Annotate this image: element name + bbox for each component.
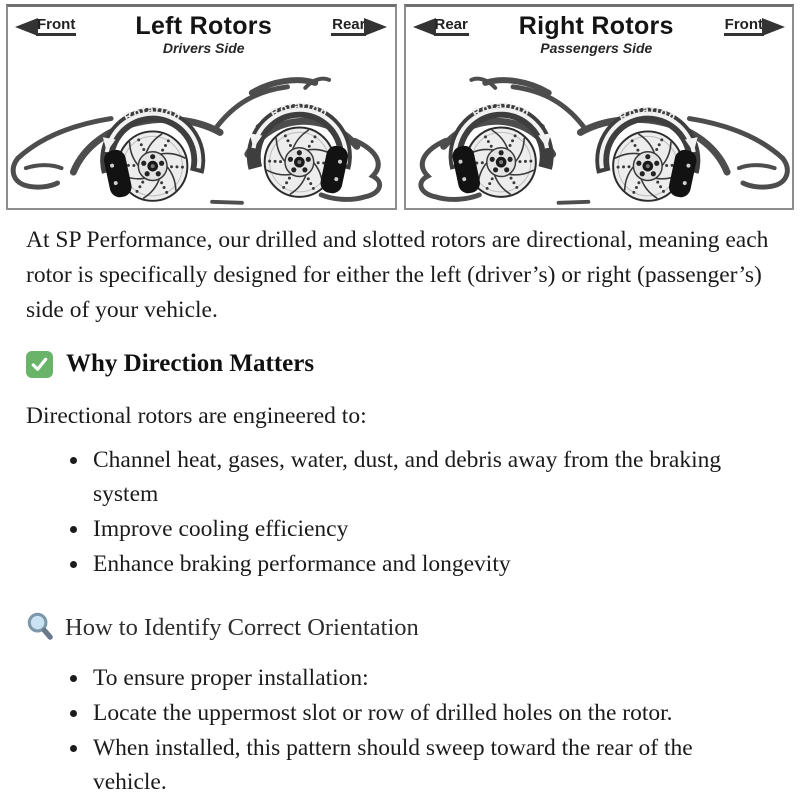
front-direction-label: [724, 17, 785, 36]
panel-title-block: [519, 13, 674, 56]
list-item: • Enhance braking performance and longevity: [90, 547, 772, 581]
list-item: • Locate the uppermost slot or row of drilled holes on the rotor.: [90, 696, 772, 730]
direction-text: Rear: [434, 17, 469, 36]
heading-text: Why Direction Matters: [66, 350, 315, 378]
why-direction-heading: [26, 350, 772, 378]
rear-direction-label: [331, 17, 387, 36]
intro-paragraph: At SP Performance, our drilled and slotted rotors are directional, meaning each rotor is specifically designed for either the left (driver’s) or right (passenger’s) side of your vehicle.: [26, 227, 769, 323]
article-body: [0, 210, 800, 799]
rotation-label: Rotation: [268, 100, 331, 121]
list-item: • To ensure proper installation:: [90, 661, 772, 695]
rear-direction-label: [413, 17, 469, 36]
rotation-label: Rotation: [470, 100, 532, 121]
heading-text: How to Identify Correct Orientation: [65, 614, 419, 642]
panel-subtitle: Passengers Side: [540, 40, 653, 57]
right-rotors-panel: [404, 4, 795, 210]
panel-subtitle: Drivers Side: [162, 40, 245, 57]
arrow-right-icon: [364, 18, 387, 36]
direction-text: Front: [724, 17, 764, 36]
orientation-list: [26, 661, 772, 799]
arrow-right-icon: [762, 18, 785, 36]
front-direction-label: [15, 17, 76, 36]
car-illustration: [8, 52, 395, 208]
left-rotors-panel: [6, 4, 397, 210]
how-identify-heading: [26, 609, 772, 648]
benefits-list: [26, 443, 772, 581]
magnifying-glass-icon: [26, 611, 55, 648]
list-item: • Improve cooling efficiency: [90, 512, 772, 546]
rotation-label: Rotation: [122, 104, 184, 125]
car-diagram-right: [406, 52, 793, 208]
panel-header: [8, 7, 395, 56]
car-diagram-left: [8, 52, 395, 208]
check-mark-icon: [26, 351, 53, 378]
car-illustration: [406, 52, 793, 208]
list-item: • When installed, this pattern should sweep toward the rear of the vehicle.: [90, 731, 772, 799]
direction-text: Front: [36, 17, 76, 36]
panel-title: Right Rotors: [518, 12, 674, 40]
engineered-lead: Directional rotors are engineered to:: [26, 403, 367, 430]
arrow-left-icon: [15, 18, 38, 36]
list-item: • Channel heat, gases, water, dust, and debris away from the braking system: [90, 443, 772, 511]
direction-text: Rear: [331, 17, 366, 36]
arrow-left-icon: [413, 18, 436, 36]
panel-title: Left Rotors: [135, 12, 273, 40]
rotation-label: Rotation: [616, 104, 679, 125]
rotor-diagram: [0, 0, 800, 210]
panel-title-block: [135, 13, 272, 56]
panel-header: [406, 7, 793, 56]
